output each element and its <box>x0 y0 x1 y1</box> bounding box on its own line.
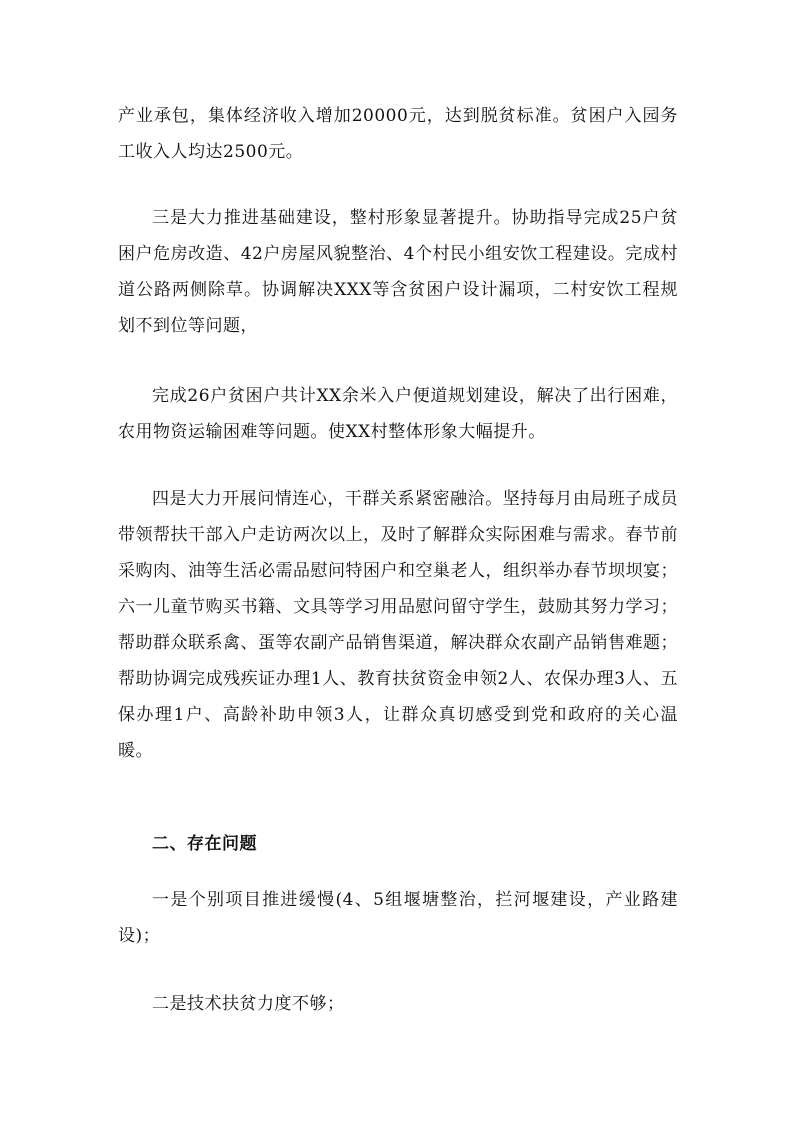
problem-item-1: 一是个别项目推进缓慢(4、5组堰塘整治，拦河堰建设，产业路建设)； <box>118 890 678 946</box>
problem-item-2: 二是技术扶贫力度不够； <box>152 994 345 1014</box>
paragraph-outreach: 四是大力开展问情连心，干群关系紧密融洽。坚持每月由局班子成员带领帮扶干部入户走访两次以上，及时了解群众实际困难与需求。春节前采购肉、油等生活必需品慰问特困户和空巢老人，组织举办春节坝坝宴；六一儿童节购买书籍、文具等学习用品慰问留守学生，鼓励其努力学习；帮助群众联系禽、蛋等农副产品销售渠道，解决群众农副产品销售难题；帮助协调完成残疾证办理1人、教育扶贫资金申领2人、农保办理3人、五保办理1户、高龄补助申领3人，让群众真切感受到党和政府的关心温暖。 <box>118 489 678 761</box>
paragraph-infrastructure: 三是大力推进基础建设，整村形象显著提升。协助指导完成25户贫困户危房改造、42户房屋风貌整治、4个村民小组安饮工程建设。完成村道公路两侧除草。协调解决XXX等含贫困户设计漏项，二村安饮工程规划不到位等问题， <box>118 208 678 336</box>
section-heading: 二、存在问题 <box>152 834 257 854</box>
paragraph-roads: 完成26户贫困户共计XX余米入户便道规划建设，解决了出行困难，农用物资运输困难等问题。使XX村整体形象大幅提升。 <box>118 386 678 442</box>
paragraph-income: 产业承包，集体经济收入增加20000元，达到脱贫标准。贫困户入园务工收入人均达2500元。 <box>118 106 678 162</box>
